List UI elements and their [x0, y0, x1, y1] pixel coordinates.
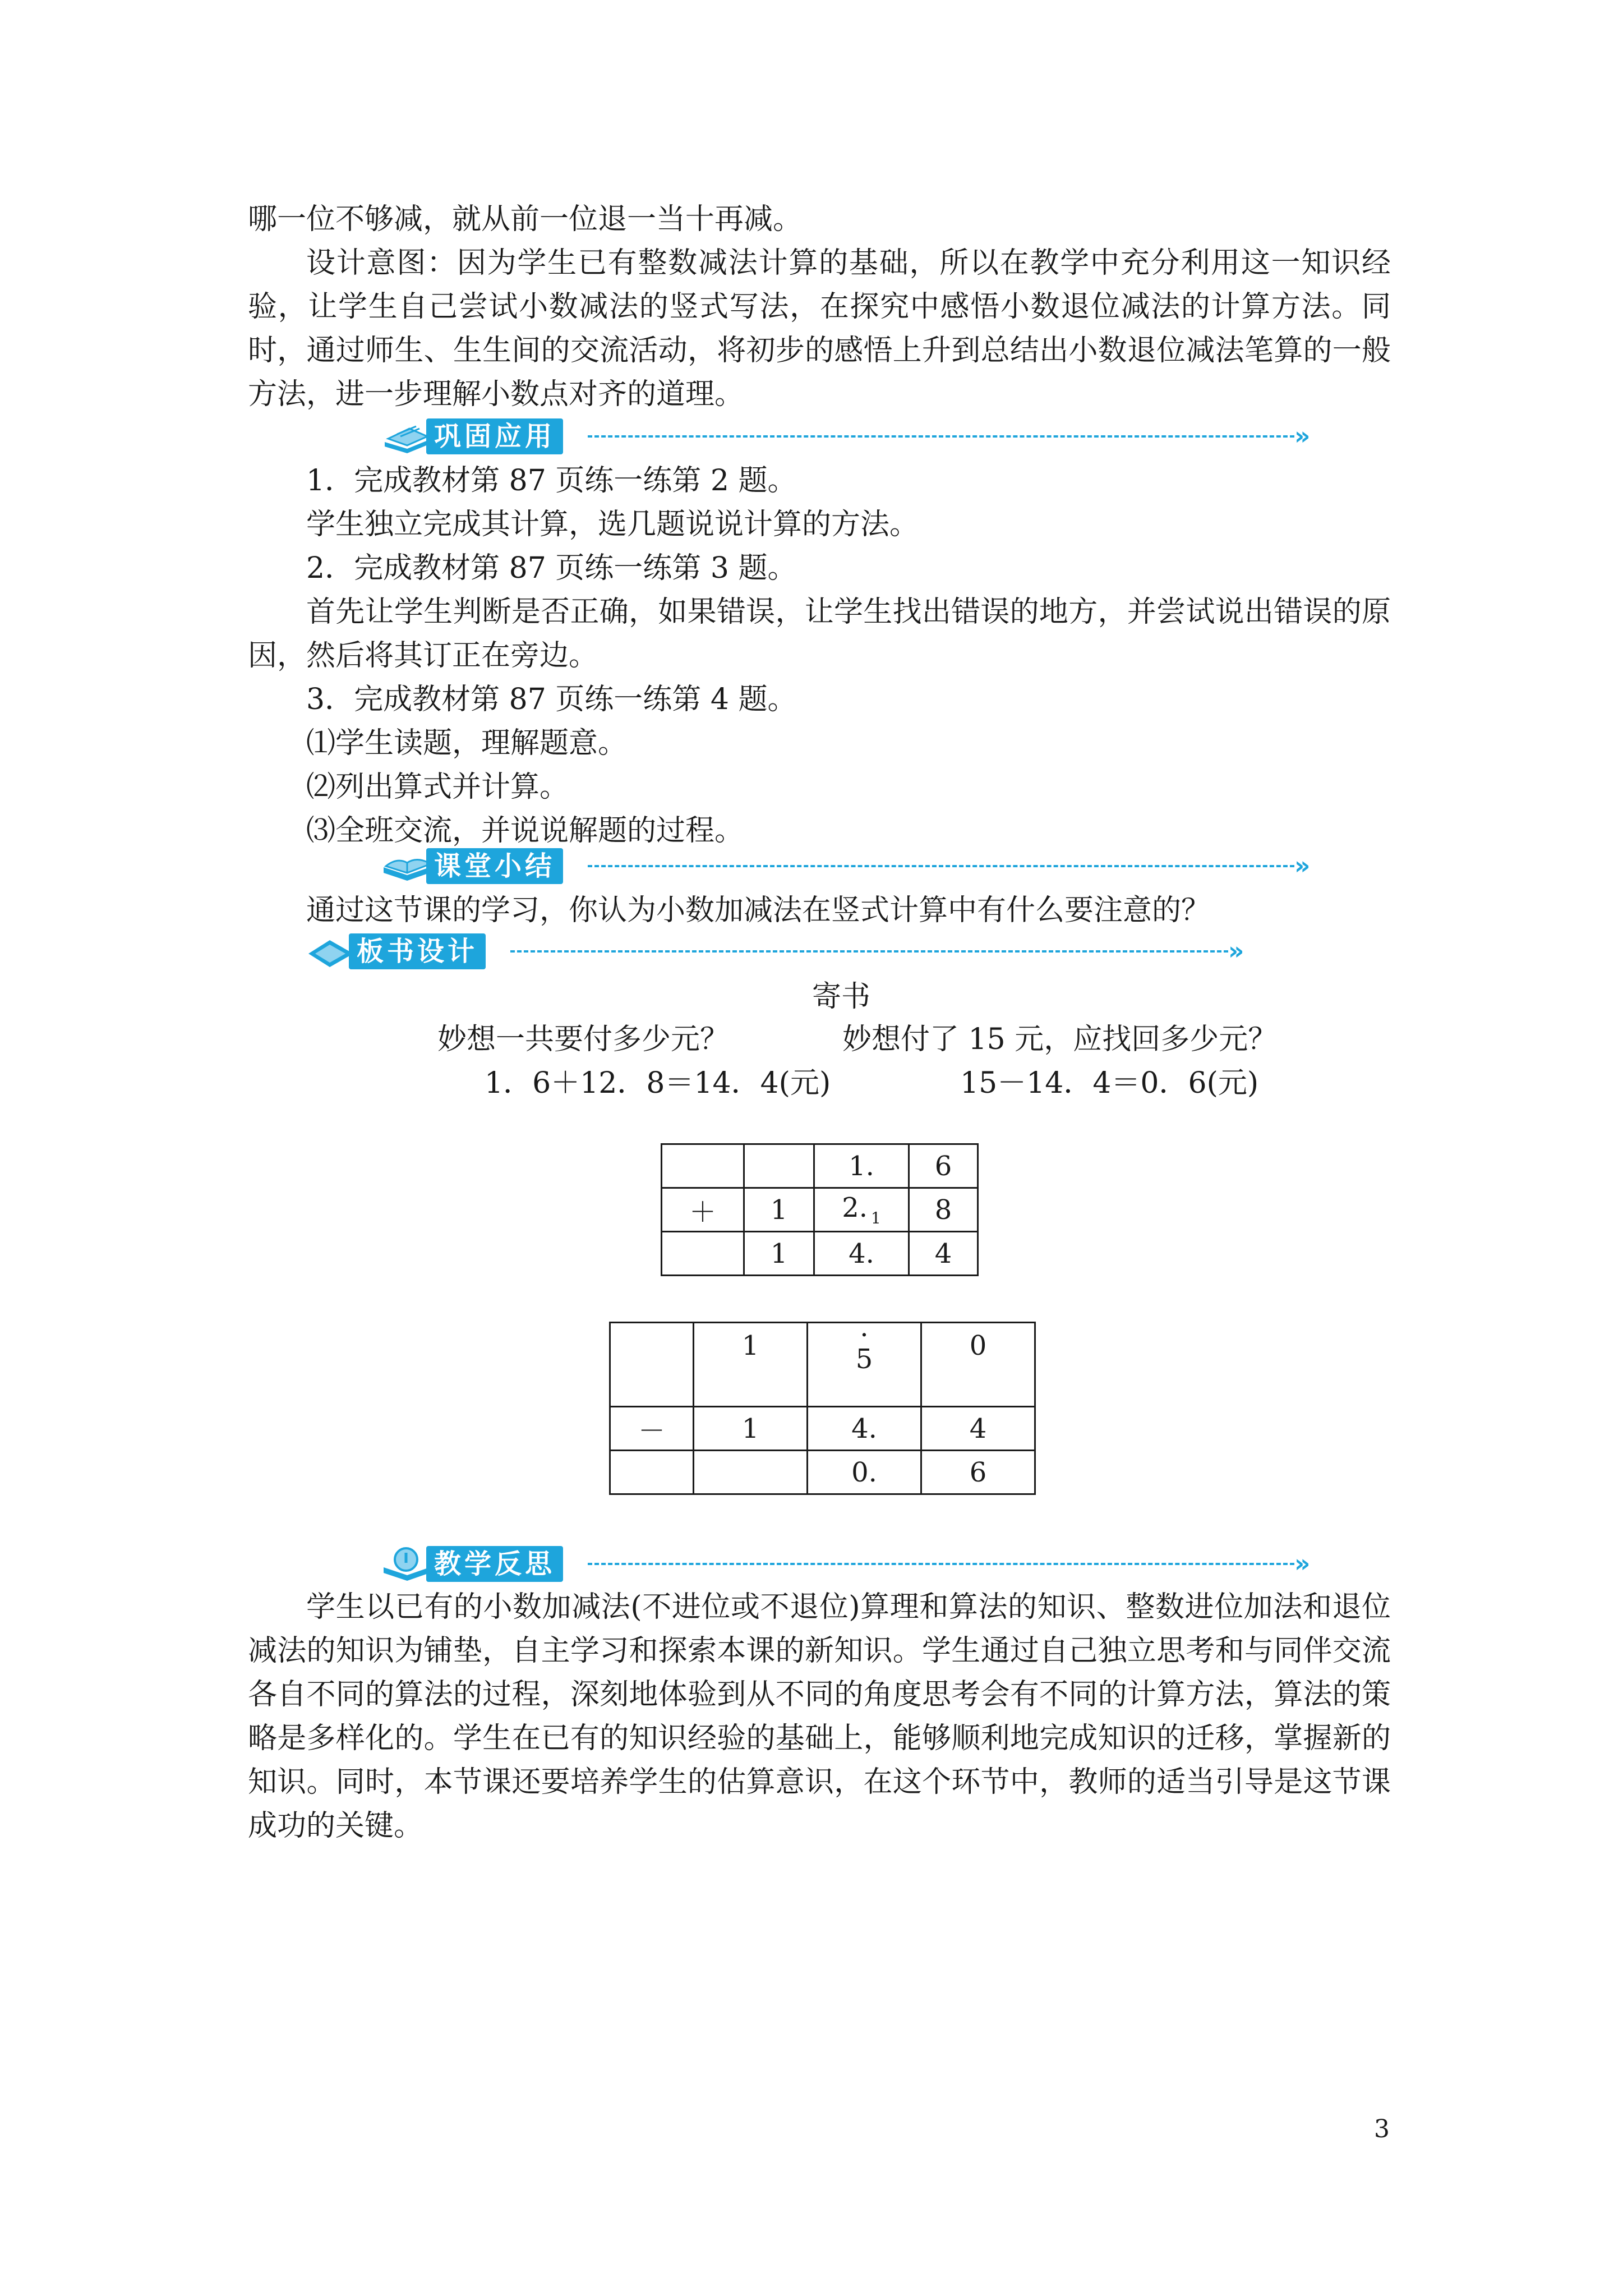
borrow-dot: ·: [860, 1319, 869, 1351]
table-cell: 0: [921, 1323, 1035, 1407]
section-title: 板书设计: [349, 933, 486, 969]
board-equation-2: 15－14．4＝0．6(元): [960, 1066, 1259, 1100]
board-equation-1: 1．6＋12．8＝14．4(元): [485, 1066, 831, 1100]
dashed-divider: [588, 435, 1294, 438]
table-cell: [694, 1451, 808, 1494]
consolidate-item-2-note: 首先让学生判断是否正确，如果错误，让学生找出错误的地方，并尝试说出错误的原因，然后将其订正在旁边。: [248, 595, 1391, 673]
addition-vertical-table: [661, 1143, 979, 1276]
dashed-divider: [588, 865, 1294, 867]
table-cell: 4.: [814, 1232, 909, 1276]
double-chevron-icon: »: [1294, 852, 1311, 880]
table-cell: 1: [694, 1323, 808, 1407]
consolidate-item-3: 3．完成教材第 87 页练一练第 4 题。: [306, 683, 797, 716]
page-number: 3: [1374, 2115, 1390, 2143]
dashed-divider: [510, 950, 1228, 953]
consolidate-step-1: ⑴学生读题，理解题意。: [306, 726, 628, 760]
consolidate-item-2: 2．完成教材第 87 页练一练第 3 题。: [306, 551, 797, 585]
board-question-1: 妙想一共要付多少元？: [437, 1023, 730, 1056]
table-cell-with-carry: [814, 1188, 909, 1232]
table-row: [662, 1188, 978, 1232]
table-cell: 1: [694, 1407, 808, 1451]
section-header-board: [303, 929, 1256, 974]
table-cell: 8: [909, 1188, 978, 1232]
digit: 5: [855, 1343, 873, 1375]
design-intent-paragraph: 设计意图：因为学生已有整数减法计算的基础，所以在教学中充分利用这一知识经验，让学生自己尝试小数减法的竖式写法，在探究中感悟小数退位减法的计算方法。同时，通过师生、生生间的交流活动，将初步的感悟上升到总结出小数退位减法笔算的一般方法，进一步理解小数点对齐的道理。: [248, 246, 1391, 411]
consolidate-step-3: ⑶全班交流，并说说解题的过程。: [306, 814, 744, 848]
table-row: [610, 1451, 1035, 1494]
table-row: [610, 1407, 1035, 1451]
double-chevron-icon: »: [1228, 937, 1244, 965]
table-cell: 6: [909, 1144, 978, 1188]
table-row: [662, 1144, 978, 1188]
table-cell: 6: [921, 1451, 1035, 1494]
section-title: 巩固应用: [426, 418, 563, 454]
table-row: [610, 1323, 1035, 1407]
consolidate-item-1-note: 学生独立完成其计算，选几题说说计算的方法。: [306, 508, 919, 541]
table-cell-with-borrow: [808, 1319, 921, 1407]
table-cell: [662, 1232, 744, 1276]
digit: 2.: [842, 1192, 868, 1223]
board-title: 寄书: [812, 980, 871, 1014]
summary-text: 通过这节课的学习，你认为小数加减法在竖式计算中有什么要注意的？: [306, 894, 1211, 927]
table-cell: [610, 1451, 694, 1494]
double-chevron-icon: »: [1294, 1549, 1311, 1578]
reflection-paragraph: 学生以已有的小数加减法(不进位或不退位)算理和算法的知识、整数进位加法和退位减法的知识为铺垫，自主学习和探索本课的新知识。学生通过自己独立思考和与同伴交流各自不同的算法的过程，深刻地体验到从不同的角度思考会有不同的计算方法，算法的策略是多样化的。学生在已有的知识经验的基础上，能够顺利地完成知识的迁移，掌握新的知识。同时，本节课还要培养学生的估算意识，在这个环节中，教师的适当引导是这节课成功的关键。: [248, 1590, 1391, 1843]
table-cell: 4: [909, 1232, 978, 1276]
dashed-divider: [588, 1563, 1294, 1565]
double-chevron-icon: »: [1294, 422, 1311, 450]
table-cell: 1: [744, 1188, 814, 1232]
consolidate-step-2: ⑵列出算式并计算。: [306, 770, 569, 804]
table-cell: －: [610, 1407, 694, 1451]
consolidate-item-1: 1．完成教材第 87 页练一练第 2 题。: [306, 464, 797, 498]
table-cell: 1: [744, 1232, 814, 1276]
subtraction-vertical-table: [609, 1319, 1036, 1495]
table-cell: ＋: [662, 1188, 744, 1232]
section-header-summary: [380, 844, 1322, 889]
table-cell: 4: [921, 1407, 1035, 1451]
section-title: 教学反思: [426, 1546, 563, 1582]
table-cell: 1.: [814, 1144, 909, 1188]
carry-mark: 1: [870, 1209, 881, 1227]
table-cell: [662, 1144, 744, 1188]
intro-line: 哪一位不够减，就从前一位退一当十再减。: [248, 203, 803, 236]
table-cell: 4.: [808, 1407, 921, 1451]
section-title: 课堂小结: [426, 848, 563, 884]
board-question-2: 妙想付了 15 元，应找回多少元？: [842, 1023, 1278, 1056]
section-header-consolidate: [380, 414, 1322, 459]
table-row: [662, 1232, 978, 1276]
table-cell: [610, 1323, 694, 1407]
table-cell: [744, 1144, 814, 1188]
section-header-reflection: [380, 1542, 1322, 1586]
table-cell: 0.: [808, 1451, 921, 1494]
